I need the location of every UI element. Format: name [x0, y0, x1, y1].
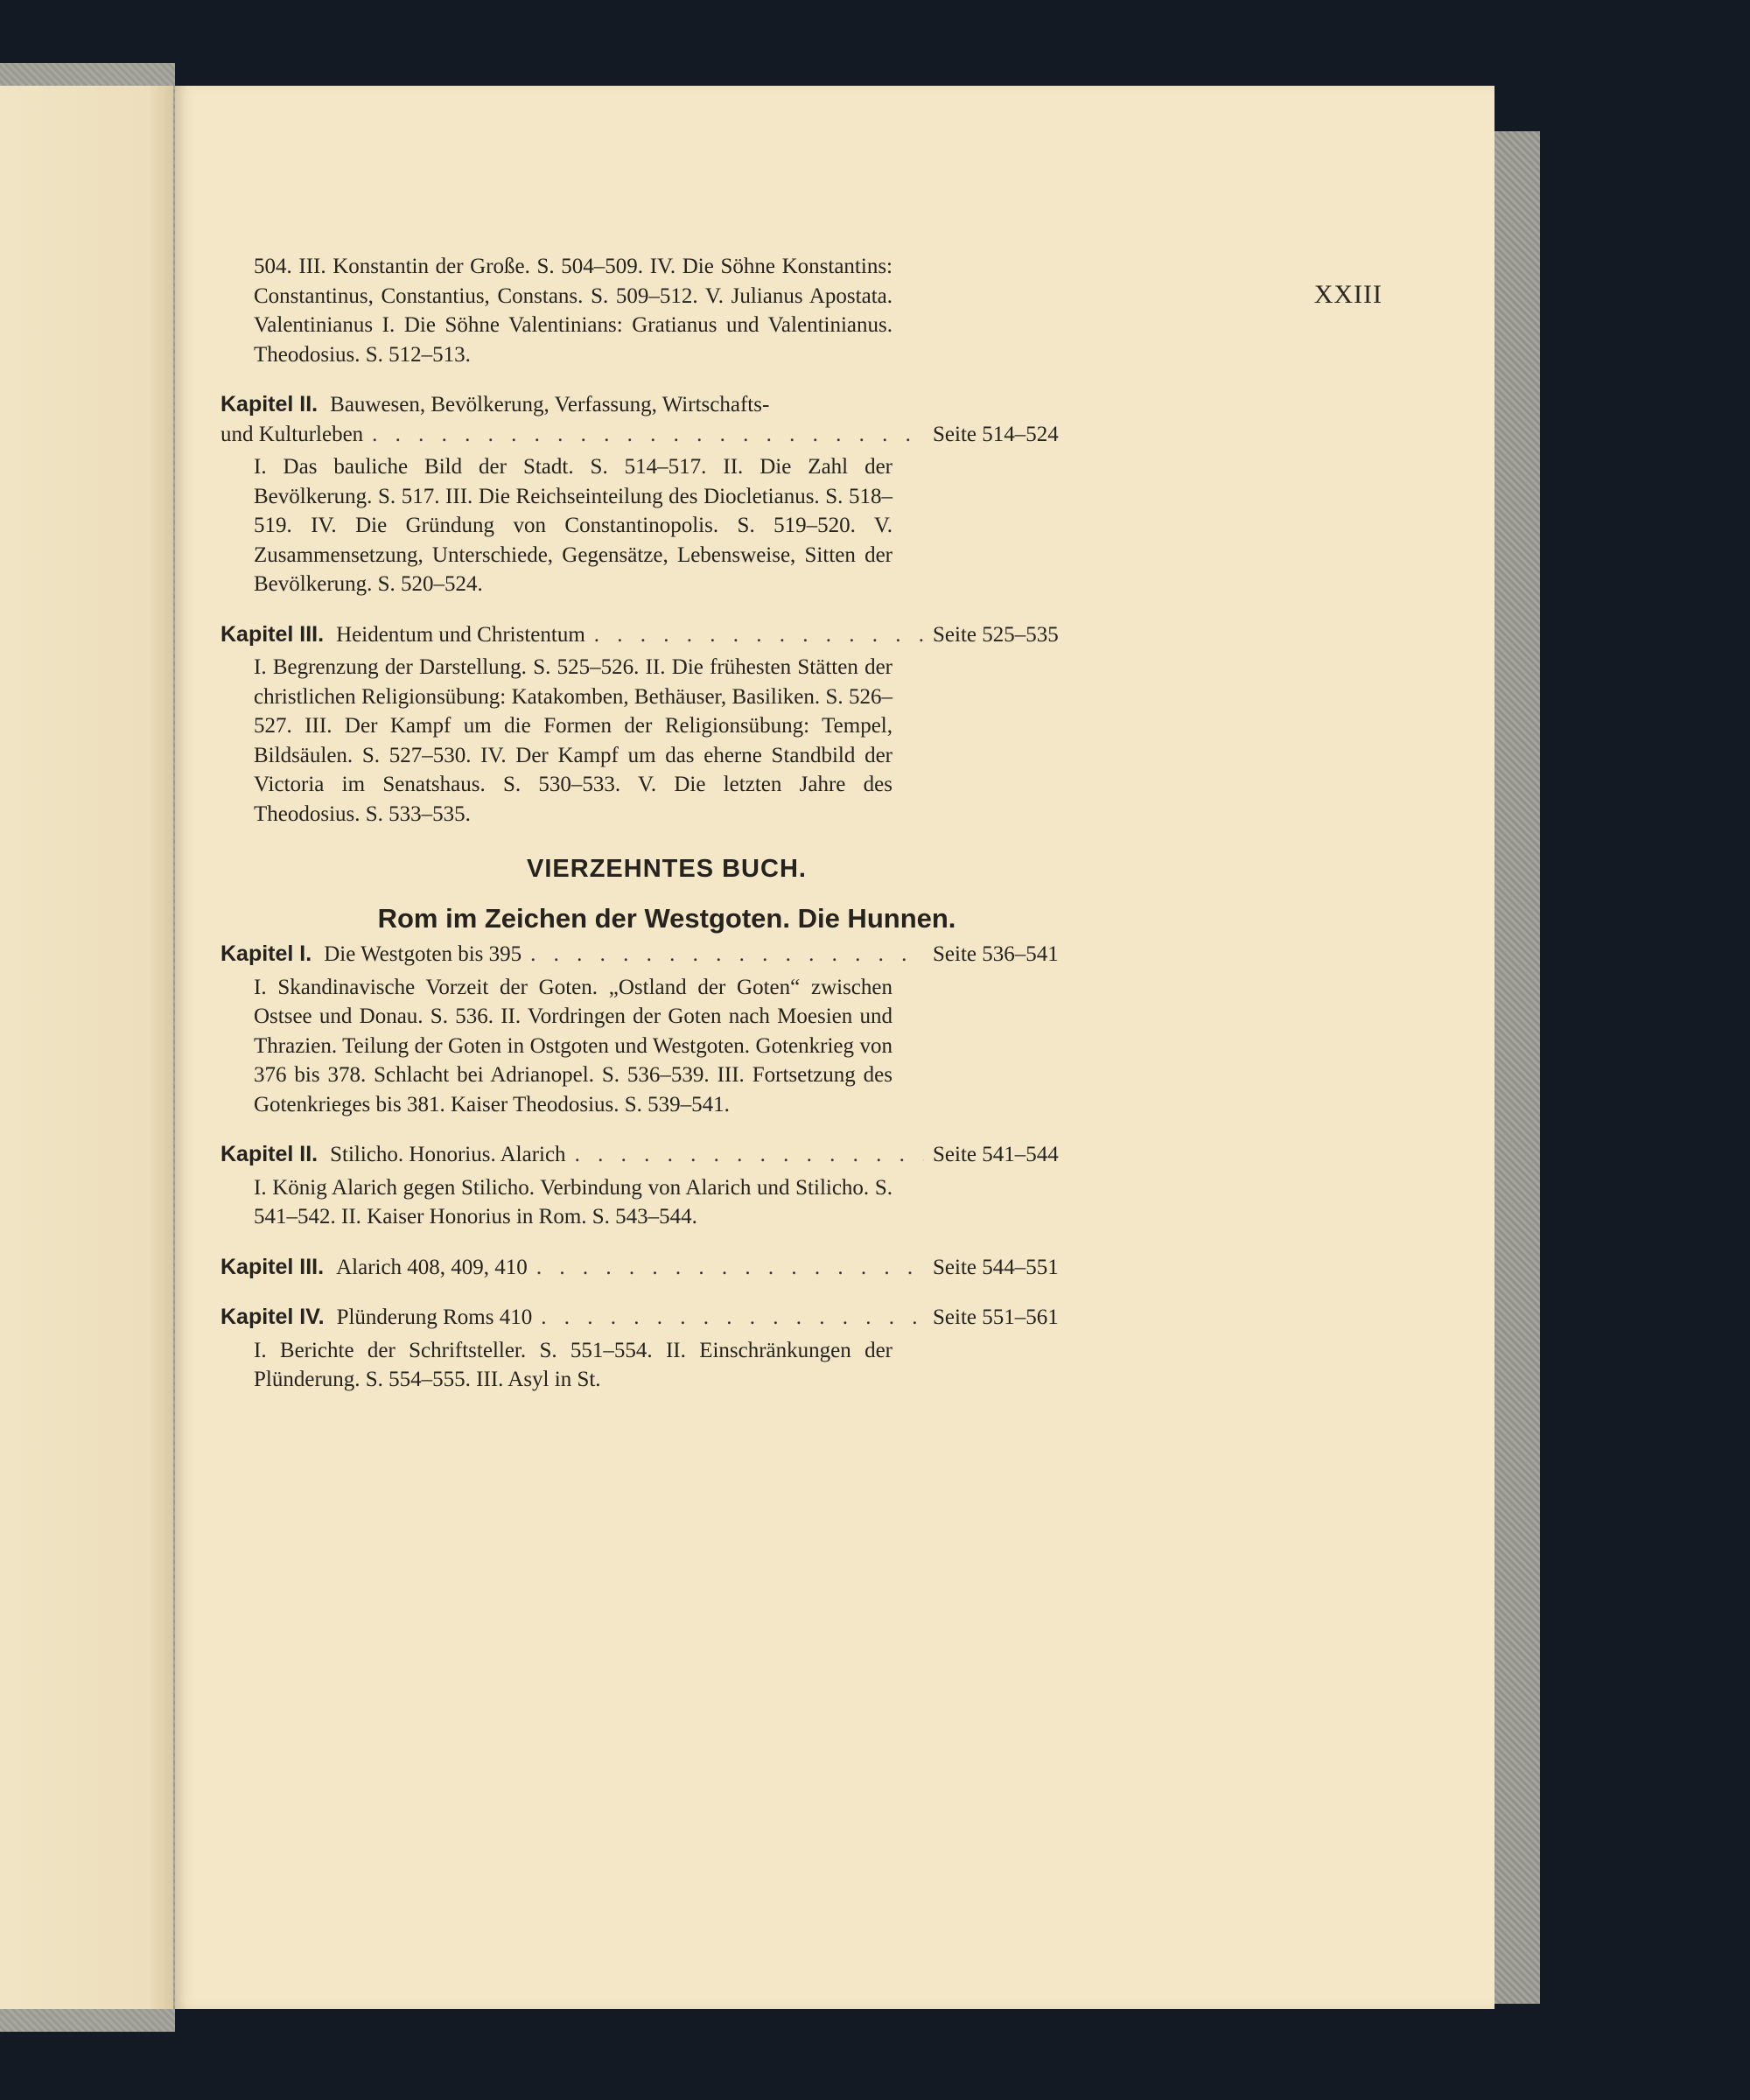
chapter-pages: Seite 551–561	[933, 1306, 1059, 1329]
toc-heading	[220, 390, 1096, 420]
chapter-summary: I. Begrenzung der Darstellung. S. 525–526. II. Die frühesten Stätten der christlichen Religionsübung: Katakomben, Bethäuser, Basiliken. S. 526–527. III. Der Kampf um die Formen der Religionsübung: Tempel, Bildsäulen. S. 527–530. IV. Der Kampf um das eherne Standbild der Victoria im Senatshaus. S. 530–533. V. Die letzten Jahre des Theodosius. S. 533–535.	[254, 655, 892, 826]
chapter-pages: Seite 525–535	[933, 622, 1059, 647]
leader-dots	[536, 1253, 924, 1283]
toc-heading-continued	[220, 420, 1096, 450]
book-cover-cloth-right	[1488, 131, 1540, 2004]
left-page-edge	[0, 86, 173, 2009]
chapter-label: Kapitel IV.	[220, 1305, 325, 1329]
chapter-title: Alarich 408, 409, 410	[336, 1255, 528, 1279]
toc-heading	[220, 1303, 1096, 1333]
toc-entry-kapitel-iv-b	[220, 1303, 1096, 1395]
toc-heading	[220, 1253, 1096, 1283]
chapter-title: Die Westgoten bis 395	[324, 942, 522, 966]
leader-dots	[541, 1303, 924, 1333]
chapter-title: Heidentum und Christentum	[336, 622, 585, 647]
leader-dots	[575, 1140, 924, 1170]
chapter-summary: I. König Alarich gegen Stilicho. Verbindung von Alarich und Stilicho. S. 541–542. II. Kaiser Honorius in Rom. S. 543–544.	[254, 1175, 892, 1228]
leader-dots	[530, 940, 924, 970]
leader-dots	[372, 420, 924, 450]
toc-heading	[220, 1140, 1096, 1170]
page-number: XXIII	[1313, 280, 1382, 309]
toc-entry-kapitel-iii-a	[220, 620, 1096, 830]
intro-paragraph: 504. III. Konstantin der Große. S. 504–509. IV. Die Söhne Konstantins: Constantinus, Constantius, Constans. S. 509–512. V. Julianus Apostata. Valentinianus I. Die Söhne Valentinians: Gratianus und Valentinianus. Theodosius. S. 512–513.	[254, 255, 892, 367]
book-title: VIERZEHNTES BUCH.	[527, 855, 807, 883]
chapter-pages: Seite 541–544	[933, 1143, 1059, 1166]
chapter-label: Kapitel III.	[220, 1254, 325, 1279]
chapter-label: Kapitel II.	[220, 1142, 318, 1166]
chapter-label: Kapitel III.	[220, 621, 325, 647]
chapter-title: Plünderung Roms 410	[336, 1306, 533, 1329]
chapter-pages: Seite 544–551	[933, 1255, 1059, 1279]
chapter-title: Stilicho. Honorius. Alarich	[330, 1143, 566, 1166]
chapter-title: Bauwesen, Bevölkerung, Verfassung, Wirtschafts-	[330, 393, 770, 416]
chapter-pages: Seite 514–524	[933, 422, 1059, 446]
toc-entry-kapitel-i-b	[220, 940, 1096, 1119]
chapter-label: Kapitel II.	[220, 392, 318, 416]
table-of-contents	[220, 252, 1096, 1395]
toc-entry-kapitel-iii-b	[220, 1253, 1096, 1283]
toc-entry-kapitel-ii-a	[220, 390, 1096, 599]
toc-heading	[220, 620, 1096, 650]
toc-heading	[220, 940, 1096, 970]
toc-entry-kapitel-ii-b	[220, 1140, 1096, 1232]
chapter-title-continued: und Kulturleben	[220, 422, 364, 446]
chapter-summary: I. Das bauliche Bild der Stadt. S. 514–517. II. Die Zahl der Bevölkerung. S. 517. III. Die Reichseinteilung des Diocletianus. S. 518–519. IV. Die Gründung von Constantinopolis. S. 519–520. V. Zusammensetzung, Unterschiede, Gegensätze, Lebensweise, Sitten der Bevölkerung. S. 520–524.	[254, 455, 892, 596]
chapter-summary: I. Skandinavische Vorzeit der Goten. „Ostland der Goten“ zwischen Ostsee und Donau. S. 536. II. Vordringen der Goten nach Moesien und Thrazien. Teilung der Goten in Ostgoten und Westgoten. Gotenkrieg von 376 bis 378. Schlacht bei Adrianopel. S. 536–539. III. Fortsetzung des Gotenkrieges bis 381. Kaiser Theodosius. S. 539–541.	[254, 975, 892, 1116]
chapter-label: Kapitel I.	[220, 942, 312, 966]
leader-dots	[594, 620, 924, 650]
chapter-summary: I. Berichte der Schriftsteller. S. 551–554. II. Einschränkungen der Plünderung. S. 554–555. III. Asyl in St.	[254, 1338, 892, 1391]
book-subtitle: Rom im Zeichen der Westgoten. Die Hunnen.	[377, 902, 956, 934]
chapter-pages: Seite 536–541	[933, 942, 1059, 966]
